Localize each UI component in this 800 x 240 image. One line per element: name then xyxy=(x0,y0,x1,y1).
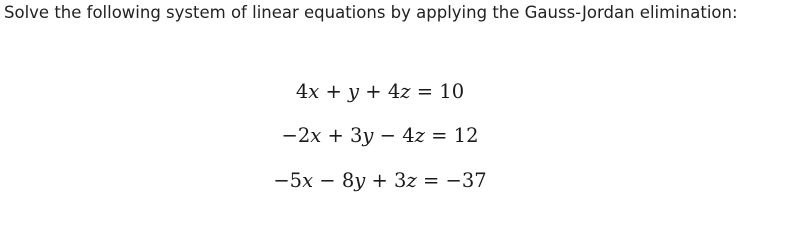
equation-operator: − xyxy=(313,169,342,192)
equation-variable: y xyxy=(362,124,374,147)
equation-variable: z xyxy=(400,80,411,103)
equation-coefficient: 4 xyxy=(295,80,309,103)
problem-instruction: Solve the following system of linear equations by applying the Gauss-Jordan elimination: xyxy=(4,3,738,22)
equation-variable: x xyxy=(310,124,322,147)
equation-operator: − xyxy=(373,124,403,147)
equation-coefficient: −5 xyxy=(273,169,303,192)
equation-operator: + xyxy=(319,80,349,103)
equation-operator: + xyxy=(365,169,395,192)
equation-coefficient: 4 xyxy=(387,80,401,103)
equation-coefficient: 8 xyxy=(341,169,355,192)
equation-operator: + xyxy=(359,80,388,103)
equation-coefficient: 3 xyxy=(394,169,407,192)
equation-coefficient: 12 xyxy=(453,124,479,147)
equation-coefficient: 10 xyxy=(439,80,465,103)
equation-variable: y xyxy=(348,80,360,103)
equation-operator: = xyxy=(424,124,454,147)
equation-operator: = xyxy=(410,80,440,103)
equation-coefficient: −37 xyxy=(445,169,487,192)
equation-2 xyxy=(0,124,760,148)
equation-3 xyxy=(0,169,760,193)
equation-coefficient: −2 xyxy=(281,124,311,147)
equation-variable: z xyxy=(414,124,425,147)
equation-variable: y xyxy=(354,169,366,192)
equation-variable: z xyxy=(406,169,417,192)
equation-coefficient: 3 xyxy=(350,124,363,147)
equation-variable: x xyxy=(308,80,320,103)
equation-operator: = xyxy=(416,169,446,192)
equation-1 xyxy=(0,80,760,104)
equation-variable: x xyxy=(302,169,314,192)
equation-coefficient: 4 xyxy=(402,124,415,147)
equation-operator: + xyxy=(321,124,350,147)
